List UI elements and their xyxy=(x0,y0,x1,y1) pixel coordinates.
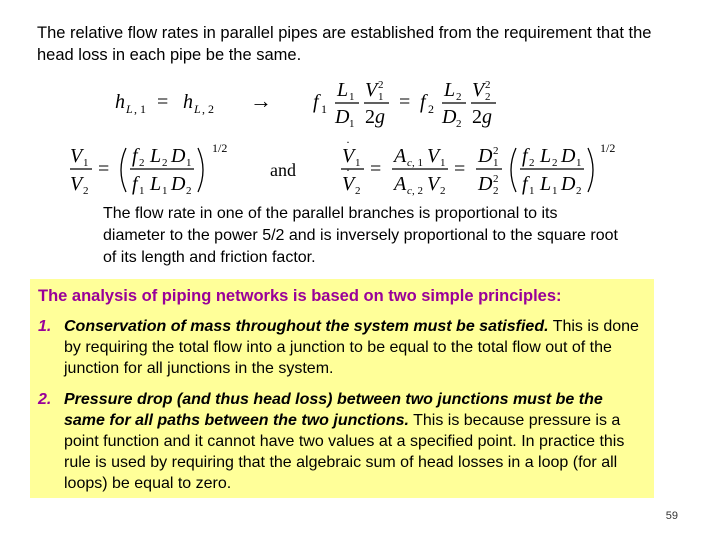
svg-text:f: f xyxy=(420,91,426,113)
svg-text:f: f xyxy=(522,145,528,167)
equation-flow-rate-ratio xyxy=(70,140,630,200)
svg-text:V: V xyxy=(70,145,83,167)
svg-text:2: 2 xyxy=(440,185,446,197)
svg-text:A: A xyxy=(394,173,407,195)
svg-text:L: L xyxy=(126,102,133,116)
svg-text:h: h xyxy=(183,91,193,113)
svg-text:1: 1 xyxy=(186,157,192,169)
svg-text:·: · xyxy=(346,163,350,177)
svg-text:1: 1 xyxy=(321,102,327,116)
svg-text:2: 2 xyxy=(456,91,462,103)
svg-text:L: L xyxy=(540,173,552,195)
svg-text:L: L xyxy=(540,145,552,167)
svg-text:f: f xyxy=(132,173,138,195)
svg-text:L: L xyxy=(444,79,456,101)
svg-text:D: D xyxy=(442,106,457,128)
equation-head-loss-equality xyxy=(115,78,535,130)
svg-text:1/2: 1/2 xyxy=(212,141,228,155)
svg-text:V: V xyxy=(472,79,485,101)
svg-text:1: 1 xyxy=(349,118,355,130)
svg-text:=: = xyxy=(98,158,110,180)
svg-text:and: and xyxy=(270,160,296,180)
principles-box xyxy=(30,279,654,498)
svg-text:1: 1 xyxy=(529,185,535,197)
principles-title: The analysis of piping networks is based on two simple principles: xyxy=(38,287,562,305)
svg-text:1/2: 1/2 xyxy=(600,141,616,155)
svg-text:D: D xyxy=(561,145,576,167)
svg-text:2: 2 xyxy=(365,106,375,128)
svg-text:2: 2 xyxy=(576,185,582,197)
svg-text:2: 2 xyxy=(186,185,192,197)
svg-text:D: D xyxy=(478,145,493,167)
svg-text:1: 1 xyxy=(576,157,582,169)
svg-text:2: 2 xyxy=(428,102,434,116)
svg-text:2: 2 xyxy=(456,118,462,130)
svg-text:V: V xyxy=(427,173,440,195)
svg-text:1: 1 xyxy=(493,157,499,169)
principle-emphasis: Pressure drop (and thus head loss) between two junctions must be the same for all paths between the two junctions. xyxy=(64,391,603,429)
svg-text:, 2: , 2 xyxy=(202,102,214,116)
svg-text:2: 2 xyxy=(139,157,145,169)
svg-text:L: L xyxy=(150,145,162,167)
svg-text:1: 1 xyxy=(378,91,384,103)
svg-text:L: L xyxy=(150,173,162,195)
svg-text:c: c xyxy=(407,185,412,197)
svg-text:2: 2 xyxy=(83,185,89,197)
svg-text:h: h xyxy=(115,91,125,113)
svg-text:2: 2 xyxy=(378,79,384,91)
svg-text:, 1: , 1 xyxy=(134,102,146,116)
svg-text:D: D xyxy=(561,173,576,195)
svg-text:V: V xyxy=(342,173,355,195)
svg-text:2: 2 xyxy=(493,185,499,197)
svg-text:V: V xyxy=(427,145,440,167)
intro-text: The relative flow rates in parallel pipes are established from the requirement that the head loss in each pipe be the same. xyxy=(37,24,652,64)
svg-text:2: 2 xyxy=(355,185,361,197)
svg-text:V: V xyxy=(70,173,83,195)
svg-text:2: 2 xyxy=(485,91,491,103)
svg-text:D: D xyxy=(478,173,493,195)
svg-text:f: f xyxy=(313,91,319,113)
svg-text:1: 1 xyxy=(349,91,355,103)
principle-number: 1. xyxy=(38,318,52,335)
page-number: 59 xyxy=(665,510,678,522)
svg-text:1: 1 xyxy=(162,185,168,197)
principle-text: This is because pressure is a point function and it cannot have two values at a specified point. In practice this rule is used by requiring that the algebraic sum of head losses in a loop (for all loops) be equal to zero. xyxy=(64,412,625,492)
svg-text:2: 2 xyxy=(472,106,482,128)
svg-text:, 2: , 2 xyxy=(412,185,423,197)
svg-text:=: = xyxy=(370,158,382,180)
proportionality-note: The flow rate in one of the parallel branches is proportional to its diameter to the power 5/2 and is inversely proportional to the square root of its length and friction factor. xyxy=(103,205,618,266)
svg-text:2: 2 xyxy=(529,157,535,169)
svg-text:, 1: , 1 xyxy=(412,157,423,169)
svg-text:L: L xyxy=(194,102,201,116)
svg-text:→: → xyxy=(250,88,272,113)
svg-text:D: D xyxy=(335,106,350,128)
svg-text:2: 2 xyxy=(493,173,499,185)
svg-text:g: g xyxy=(375,106,385,128)
svg-text:2: 2 xyxy=(485,79,491,91)
svg-text:2: 2 xyxy=(162,157,168,169)
principle-number: 2. xyxy=(38,391,52,408)
svg-text:1: 1 xyxy=(83,157,89,169)
svg-text:·: · xyxy=(346,140,350,149)
principle-emphasis: Conservation of mass throughout the system must be satisfied. xyxy=(64,318,549,335)
svg-text:1: 1 xyxy=(440,157,446,169)
svg-text:1: 1 xyxy=(139,185,145,197)
svg-text:2: 2 xyxy=(552,157,558,169)
principle-item xyxy=(38,389,642,494)
svg-text:f: f xyxy=(132,145,138,167)
svg-text:=: = xyxy=(157,91,169,113)
svg-text:f: f xyxy=(522,173,528,195)
svg-text:2: 2 xyxy=(493,145,499,157)
svg-text:1: 1 xyxy=(552,185,558,197)
svg-text:V: V xyxy=(342,145,355,167)
svg-text:D: D xyxy=(171,145,186,167)
svg-text:g: g xyxy=(482,106,492,128)
svg-text:A: A xyxy=(394,145,407,167)
svg-text:D: D xyxy=(171,173,186,195)
svg-text:c: c xyxy=(407,157,412,169)
principle-text: This is done by requiring the total flow into a junction to be equal to the total flow out of the junction for all junctions in the system. xyxy=(64,318,639,377)
principle-item xyxy=(38,316,642,379)
svg-text:V: V xyxy=(365,79,378,101)
svg-text:L: L xyxy=(337,79,349,101)
svg-text:=: = xyxy=(454,158,466,180)
svg-text:=: = xyxy=(399,91,411,113)
svg-text:1: 1 xyxy=(355,157,361,169)
